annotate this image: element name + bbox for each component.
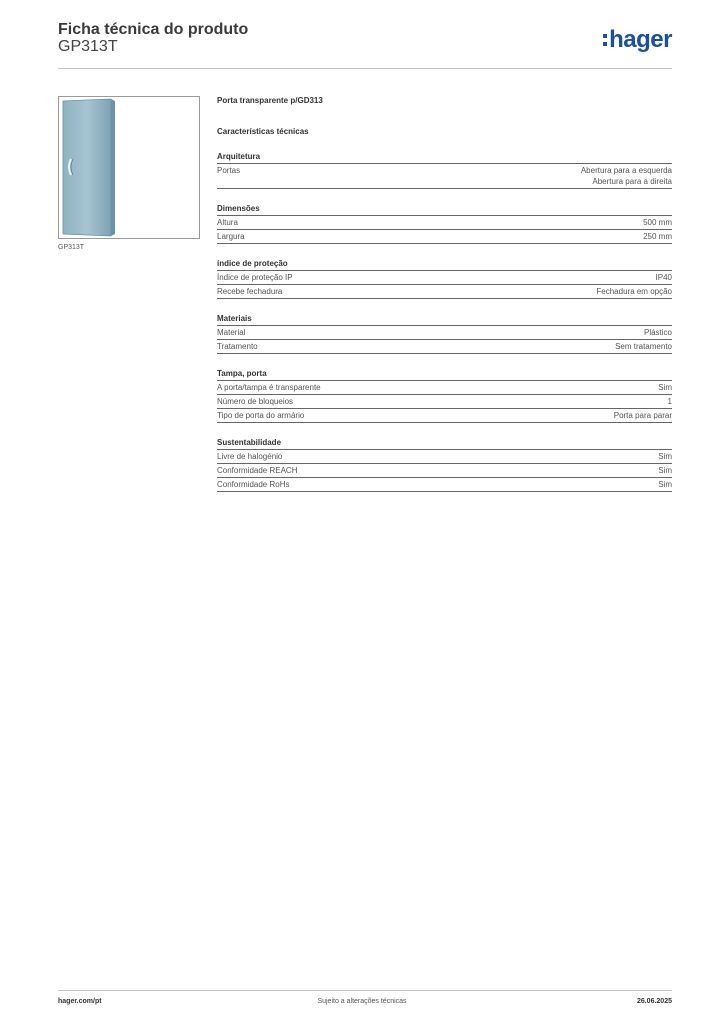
spec-label: Conformidade RoHs [217,480,290,489]
spec-content [217,96,672,492]
page-title: Ficha técnica do produto [58,21,249,38]
spec-row [217,381,672,395]
spec-value: Sim [658,480,672,489]
section-materiais [217,314,672,354]
logo-text: hager [609,26,672,53]
section-title: Arquitetura [217,152,672,164]
footer-date: 26.06.2025 [636,998,672,1005]
spec-label: Altura [217,218,238,227]
section-title: Sustentabilidade [217,438,672,450]
transparent-door-icon [59,97,199,238]
spec-value: 500 mm [643,218,672,227]
spec-value: Sem tratamento [615,342,672,351]
section-title: Materiais [217,314,672,326]
product-name: Porta transparente p/GD313 [217,96,323,105]
spec-label: Portas [217,166,241,175]
footer-divider [58,990,672,991]
spec-label: Conformidade REACH [217,466,298,475]
footer-notice: Sujeito a alterações técnicas [317,998,407,1005]
section-title: índice de proteção [217,259,672,271]
spec-row [217,271,672,285]
spec-row [217,285,672,299]
spec-label: Tratamento [217,342,258,351]
spec-label: Recebe fechadura [217,287,283,296]
spec-label: Número de bloqueios [217,397,294,406]
section-dimensoes [217,204,672,244]
spec-value: Sim [658,466,672,475]
section-tampa-porta [217,369,672,423]
spec-value: Sim [658,452,672,461]
spec-row [217,216,672,230]
logo-dots-icon [603,34,607,46]
spec-label: Largura [217,232,245,241]
tech-heading: Características técnicas [217,127,309,136]
spec-value: Plástico [643,328,672,337]
product-code: GP313T [58,38,118,55]
section-sustentabilidade [217,438,672,492]
spec-row [217,478,672,492]
spec-label: Índice de proteção IP [217,273,293,282]
section-indice-protecao [217,259,672,299]
spec-value: Porta para parar [613,411,672,420]
spec-value: Abertura para a esquerda Abertura para a direita [580,166,672,186]
spec-row [217,409,672,423]
spec-label: Livre de halogénio [217,452,283,461]
hager-logo[interactable] [603,26,672,54]
spec-row [217,395,672,409]
spec-row [217,464,672,478]
spec-value: 1 [667,397,672,406]
footer-website-link[interactable]: hager.com/pt [58,998,102,1005]
image-caption: GP313T [58,244,85,251]
spec-label: A porta/tampa é transparente [217,383,321,392]
spec-row [217,230,672,244]
section-title: Dimensões [217,204,672,216]
spec-row [217,164,672,189]
section-title: Tampa, porta [217,369,672,381]
spec-value: Fechadura em opção [596,287,672,296]
spec-value: 250 mm [643,232,672,241]
spec-row [217,326,672,340]
spec-value: Sim [658,383,672,392]
spec-label: Material [217,328,246,337]
section-arquitetura [217,152,672,189]
header-divider [58,68,672,69]
spec-row [217,450,672,464]
product-image [58,96,200,239]
spec-row [217,340,672,354]
spec-label: Tipo de porta do armário [217,411,305,420]
spec-value: IP40 [655,273,672,282]
